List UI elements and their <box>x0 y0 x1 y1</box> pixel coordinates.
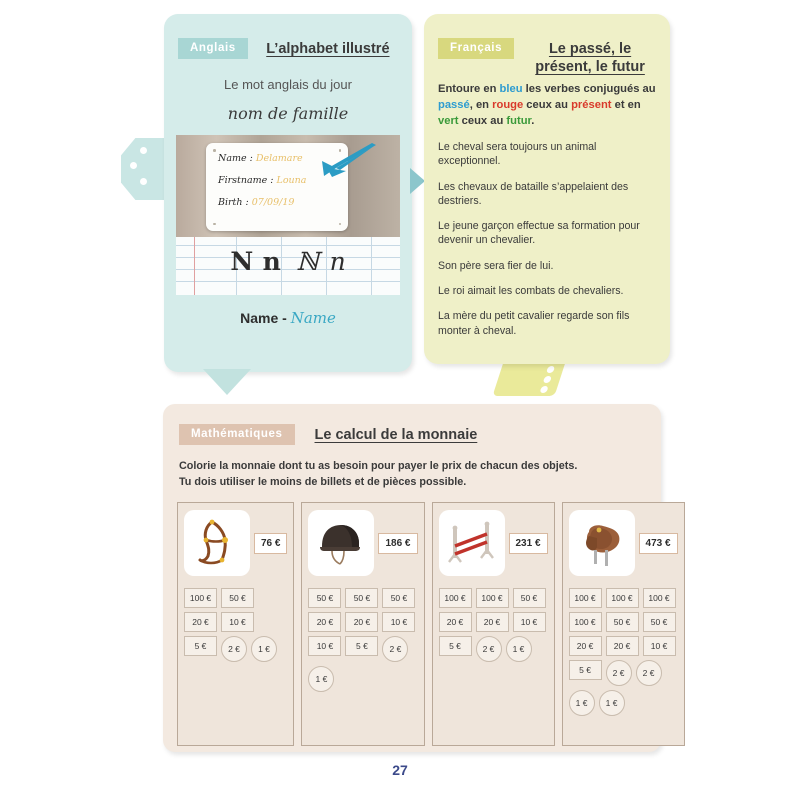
instr-part: les verbes conjugués au <box>522 83 656 96</box>
tab-dot <box>140 147 147 154</box>
subject-badge-english: Anglais <box>178 38 248 59</box>
coin[interactable]: 1 € <box>251 636 277 662</box>
price-tag: 186 € <box>378 533 417 554</box>
subject-badge-french: Français <box>438 38 514 59</box>
item-price-row <box>569 510 678 576</box>
list-item: La mère du petit cavalier regarde son fils monter à cheval. <box>438 310 630 337</box>
money-denominations <box>439 588 548 662</box>
math-card-header <box>163 404 661 445</box>
coin[interactable]: 1 € <box>599 690 625 716</box>
card-corner-dot <box>339 223 342 226</box>
instr-word-vert: vert <box>438 115 459 128</box>
money-column <box>301 502 424 746</box>
math-section-card <box>163 404 671 752</box>
banknote[interactable]: 100 € <box>184 588 217 608</box>
instr-word-futur: futur <box>506 115 532 128</box>
coin[interactable]: 1 € <box>569 690 595 716</box>
coin[interactable]: 2 € <box>476 636 502 662</box>
banknote[interactable]: 20 € <box>184 612 217 632</box>
banknote[interactable]: 10 € <box>308 636 341 656</box>
instr-part: . <box>531 115 535 128</box>
banknote[interactable]: 100 € <box>606 588 639 608</box>
tab-dot <box>539 386 548 393</box>
tab-dot <box>130 162 137 169</box>
math-instruction <box>163 445 661 490</box>
list-item: Le roi aimait les combats de chevaliers. <box>438 285 624 298</box>
french-instruction <box>424 76 670 130</box>
banknote[interactable]: 20 € <box>569 636 602 656</box>
banknote[interactable]: 50 € <box>643 612 676 632</box>
ruled-line <box>176 281 400 282</box>
coin[interactable]: 1 € <box>506 636 532 662</box>
instr-word-passe: passé <box>438 99 470 112</box>
coin[interactable]: 2 € <box>606 660 632 686</box>
banknote[interactable]: 100 € <box>569 588 602 608</box>
instr-part: Entoure en <box>438 83 500 96</box>
math-title: Le calcul de la monnaie <box>314 426 478 443</box>
banknote[interactable]: 50 € <box>606 612 639 632</box>
banknote[interactable]: 10 € <box>382 612 415 632</box>
banknote[interactable]: 10 € <box>643 636 676 656</box>
jump-obstacle-icon <box>439 510 505 576</box>
money-column <box>177 502 294 746</box>
coin[interactable]: 2 € <box>221 636 247 662</box>
saddle-icon <box>569 510 635 576</box>
firstname-label: Firstname : <box>218 175 274 186</box>
price-tag: 76 € <box>254 533 287 554</box>
banknote[interactable]: 100 € <box>643 588 676 608</box>
card-corner-dot <box>213 149 216 152</box>
money-column <box>562 502 685 746</box>
letter-lowercase-print: n <box>262 247 286 276</box>
banknote[interactable]: 100 € <box>569 612 602 632</box>
english-word-of-day: nom de famille <box>227 104 349 123</box>
banknote[interactable]: 50 € <box>308 588 341 608</box>
banknote[interactable]: 20 € <box>308 612 341 632</box>
money-denominations <box>569 588 678 716</box>
banknote[interactable]: 20 € <box>439 612 472 632</box>
french-sentence-list <box>424 130 670 338</box>
french-title: Le passé, le présent, le futur <box>535 41 645 76</box>
english-card-header <box>164 14 412 59</box>
identity-card-photo <box>176 135 400 237</box>
banknote[interactable]: 5 € <box>439 636 472 656</box>
english-subtitle: Le mot anglais du jour <box>224 77 352 92</box>
french-section-card <box>424 14 670 364</box>
riding-helmet-icon <box>308 510 374 576</box>
english-card-pointer-down <box>203 369 251 395</box>
price-tag: 231 € <box>509 533 548 554</box>
french-card-header <box>424 14 670 76</box>
list-item: Le cheval sera toujours un animal exceptionnel. <box>438 140 597 168</box>
birth-label: Birth : <box>218 197 249 208</box>
handwriting-practice-lines <box>176 237 400 295</box>
coin[interactable]: 1 € <box>308 666 334 692</box>
banknote[interactable]: 20 € <box>345 612 378 632</box>
section-connector-arrow <box>410 168 425 194</box>
letter-uppercase-cursive: ℕ <box>296 247 320 276</box>
banknote[interactable]: 5 € <box>569 660 602 680</box>
money-columns <box>163 490 671 746</box>
list-item: Le jeune garçon effectue sa formation pour devenir un chevalier. <box>438 220 640 247</box>
banknote[interactable]: 100 € <box>439 588 472 608</box>
name-label: Name : <box>218 153 253 164</box>
name-value: Delamare <box>255 153 303 164</box>
banknote[interactable]: 10 € <box>221 612 254 632</box>
instr-word-bleu: bleu <box>499 83 523 96</box>
card-corner-dot <box>213 223 216 226</box>
math-instruction-line-2: Tu dois utiliser le moins de billets et de pièces possible. <box>179 475 467 488</box>
tab-dot <box>546 366 555 373</box>
english-title: L’alphabet illustré <box>266 41 390 57</box>
name-word-pair <box>164 309 412 327</box>
item-price-row <box>184 510 287 576</box>
banknote[interactable]: 100 € <box>476 588 509 608</box>
coin[interactable]: 2 € <box>636 660 662 686</box>
tab-dot <box>140 178 147 185</box>
banknote[interactable]: 5 € <box>184 636 217 656</box>
name-cursive: Name <box>290 309 336 327</box>
banknote[interactable]: 5 € <box>345 636 378 656</box>
tab-dot <box>543 376 552 383</box>
letter-uppercase-print: N <box>230 247 259 276</box>
list-item: Son père sera fier de lui. <box>438 259 554 272</box>
coin[interactable]: 2 € <box>382 636 408 662</box>
banknote[interactable]: 50 € <box>382 588 415 608</box>
math-instruction-line-1: Colorie la monnaie dont tu as besoin pour payer le prix de chacun des objets. <box>179 460 578 472</box>
instr-part: ceux au <box>523 99 572 112</box>
blue-pointer-arrow <box>316 143 378 183</box>
subject-badge-math: Mathématiques <box>179 424 295 445</box>
page-number: 27 <box>392 762 408 778</box>
french-card-tab <box>492 362 565 396</box>
money-column <box>432 502 555 746</box>
banknote[interactable]: 50 € <box>221 588 254 608</box>
instr-part: et en <box>611 99 641 112</box>
instr-part: ceux au <box>458 115 507 128</box>
ruled-line <box>176 245 400 246</box>
banknote[interactable]: 20 € <box>606 636 639 656</box>
money-denominations <box>308 588 417 692</box>
letter-lowercase-cursive: n <box>329 247 346 276</box>
letter-models <box>176 247 400 276</box>
money-denominations <box>184 588 287 662</box>
price-tag: 473 € <box>639 533 678 554</box>
item-price-row <box>308 510 417 576</box>
item-price-row <box>439 510 548 576</box>
list-item: Les chevaux de bataille s’appelaient des destriers. <box>438 180 629 207</box>
birth-value: 07/09/19 <box>251 197 295 208</box>
banknote[interactable]: 20 € <box>476 612 509 632</box>
bridle-icon <box>184 510 250 576</box>
instr-part: , en <box>469 99 493 112</box>
banknote[interactable]: 50 € <box>345 588 378 608</box>
english-section-card <box>164 14 412 372</box>
english-card-tab <box>121 138 169 200</box>
instr-word-present: présent <box>571 99 612 112</box>
banknote[interactable]: 10 € <box>513 612 546 632</box>
identity-birth-row <box>218 197 348 208</box>
firstname-value: Louna <box>276 175 307 186</box>
instr-word-rouge: rouge <box>492 99 524 112</box>
name-print: Name - <box>240 310 287 326</box>
banknote[interactable]: 50 € <box>513 588 546 608</box>
